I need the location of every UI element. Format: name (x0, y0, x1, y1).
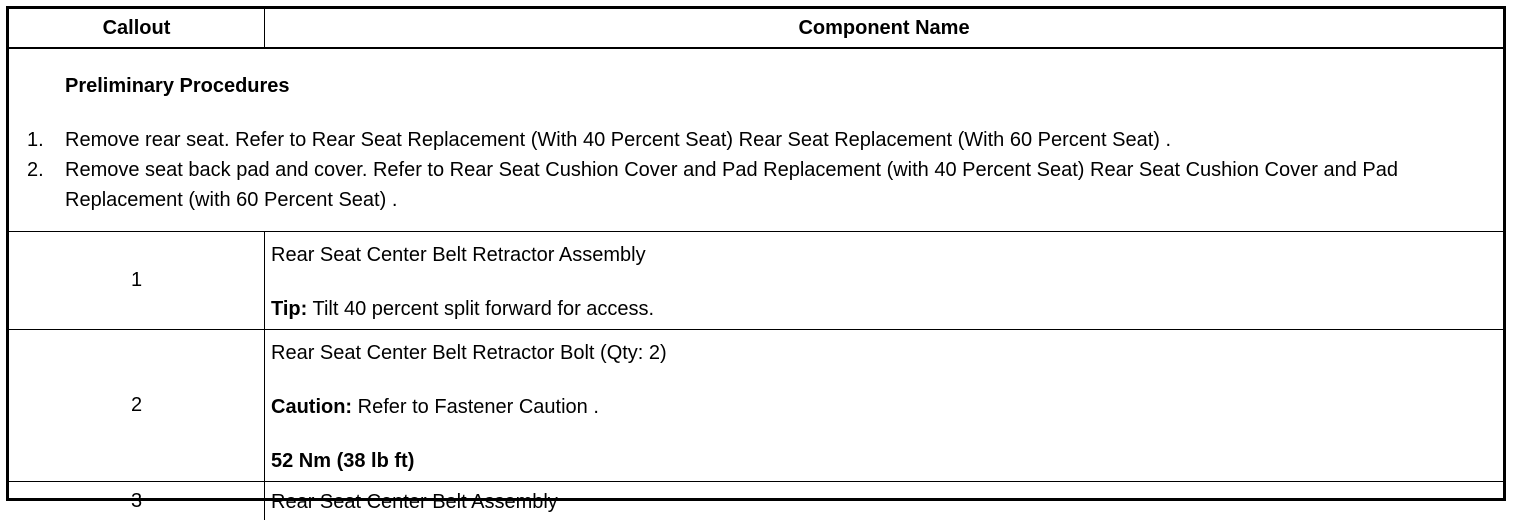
callout-number: 2 (9, 330, 265, 482)
preliminary-title: Preliminary Procedures (65, 71, 1495, 101)
caution-text: Refer to Fastener Caution . (352, 396, 599, 418)
preliminary-row (9, 48, 1503, 232)
component-cell (265, 330, 1504, 482)
caution-label: Caution: (271, 396, 352, 418)
component-cell (265, 482, 1504, 520)
component-name: Rear Seat Center Belt Retractor Assembly (271, 243, 1497, 267)
component-table (9, 9, 1503, 520)
table-row (9, 482, 1503, 520)
procedure-step (27, 125, 1495, 155)
step-number: 1. (27, 125, 65, 155)
step-number: 2. (27, 155, 65, 215)
table-header-row (9, 9, 1503, 48)
header-callout: Callout (9, 9, 265, 48)
table-row (9, 330, 1503, 482)
tip-note (271, 297, 1497, 321)
table-row (9, 232, 1503, 330)
step-text: Remove rear seat. Refer to Rear Seat Replacement (With 40 Percent Seat) Rear Seat Replacement (With 60 Percent Seat) . (65, 125, 1495, 155)
procedure-step (27, 155, 1495, 215)
tip-label: Tip: (271, 298, 307, 320)
header-component-name: Component Name (265, 9, 1504, 48)
callout-number: 3 (9, 482, 265, 520)
component-cell (265, 232, 1504, 330)
component-name: Rear Seat Center Belt Retractor Bolt (Qty: 2) (271, 341, 1497, 365)
torque-spec: 52 Nm (38 lb ft) (271, 449, 1497, 473)
component-name: Rear Seat Center Belt Assembly (271, 490, 1497, 514)
step-text: Remove seat back pad and cover. Refer to Rear Seat Cushion Cover and Pad Replacement (with 40 Percent Seat) Rear Seat Cushion Cover and Pad Replacement (with 60 Percent Seat) . (65, 155, 1495, 215)
preliminary-procedures (9, 48, 1503, 232)
tip-text: Tilt 40 percent split forward for access. (307, 298, 654, 320)
callout-number: 1 (9, 232, 265, 330)
caution-note (271, 395, 1497, 419)
component-table-frame (6, 6, 1506, 501)
